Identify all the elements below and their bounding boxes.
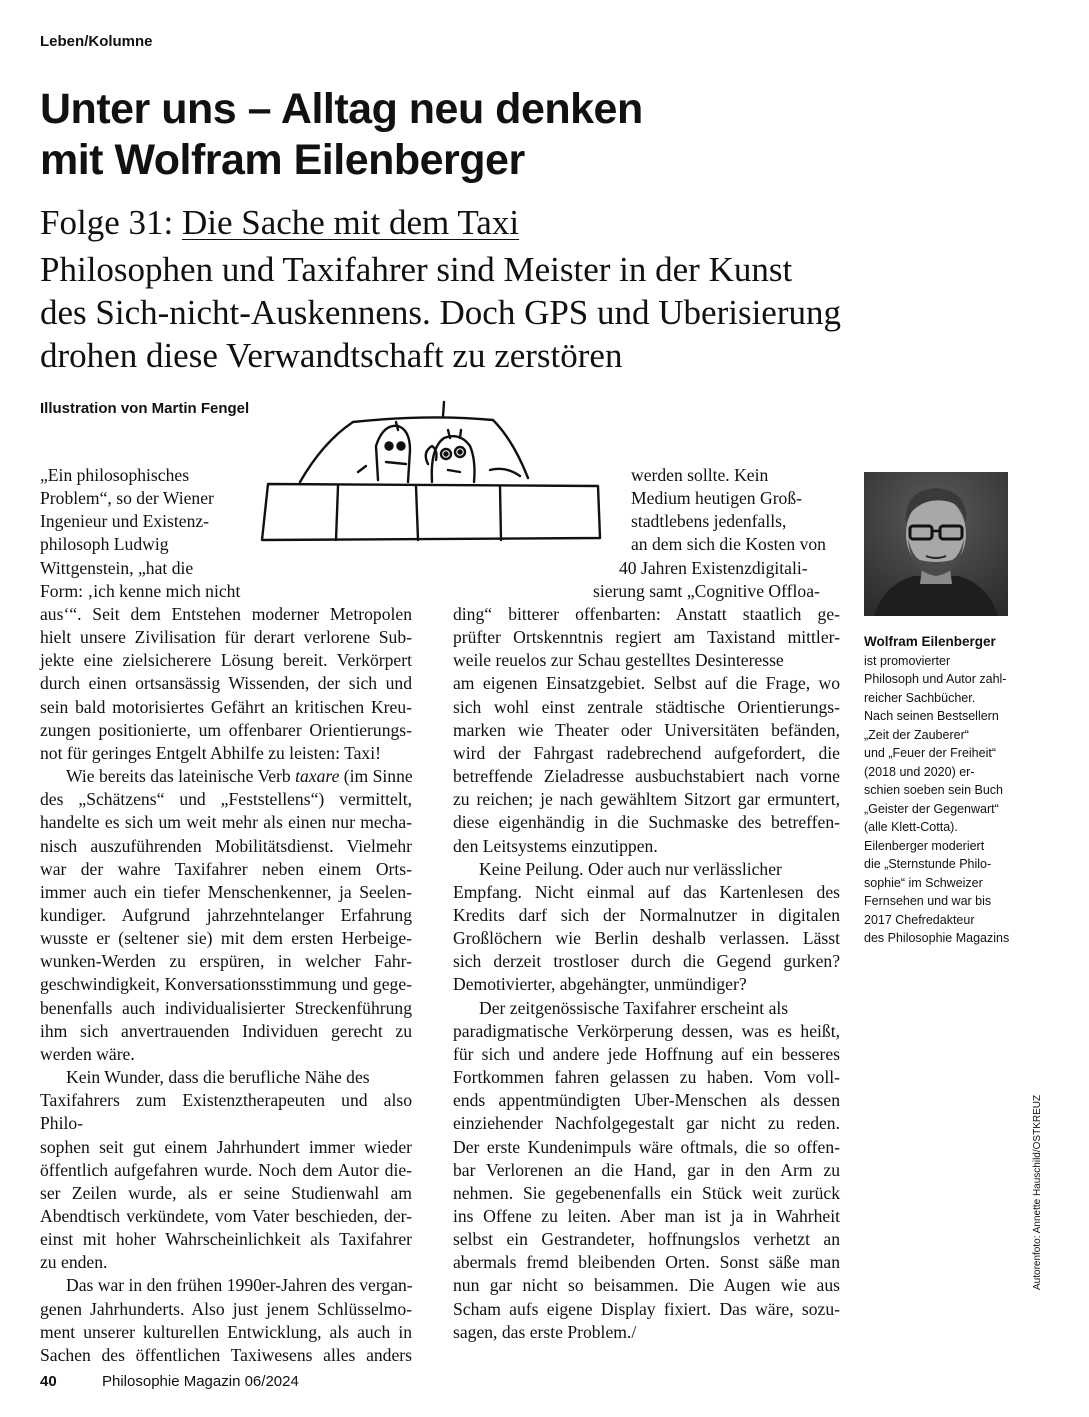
body-line: Ingenieur und Existenz- bbox=[40, 511, 210, 532]
bio-line: Philosoph und Autor zahl- bbox=[864, 672, 1007, 686]
body-line: nehmen. Sie gegebenenfalls ein Stück weit zurück bbox=[453, 1182, 840, 1203]
article-column-1 bbox=[40, 464, 412, 1367]
author-bio bbox=[864, 633, 1024, 948]
body-line: für sich und andere jede Hoffnung auf ein besseres bbox=[453, 1043, 840, 1064]
body-line: zu reichen; je nach gewähltem Sitzort gar ermuntert, bbox=[453, 789, 840, 810]
bio-line: die „Sternstunde Philo- bbox=[864, 857, 992, 871]
body-line: immer auch ein tiefer Menschenkenner, ja Seelen- bbox=[40, 881, 412, 902]
body-line: Scham aufs eigene Display fixiert. Das wäre, sozu- bbox=[453, 1298, 840, 1319]
body-line: genen Jahrhunderts. Also just jenem Schlüsselmo- bbox=[40, 1298, 412, 1319]
bio-line: (2018 und 2020) er- bbox=[864, 764, 975, 779]
body-line: benenfalls auch individualisierter Streckenführung bbox=[40, 997, 412, 1018]
body-line: ser Zeilen wurde, als er seine Studienwahl am bbox=[40, 1182, 412, 1203]
body-line: marken wie Theater oder Universitäten befänden, bbox=[453, 719, 840, 740]
body-line-with-italic bbox=[40, 765, 412, 788]
episode-name: Die Sache mit dem Taxi bbox=[181, 203, 520, 242]
body-line: des „Schätzens“ und „Feststellens“) vermittelt, bbox=[40, 789, 412, 810]
body-line: nisch auszuführenden Mobilitätsdienst. Vielmehr bbox=[40, 835, 412, 856]
body-line: Abendtisch verkündete, vom Vater beschieden, der- bbox=[40, 1206, 412, 1226]
body-line: ihm sich anvertrauenden Individuen gerecht zu bbox=[40, 1020, 412, 1041]
body-line: sich derzeit trostloser durch die Gegend gurken? bbox=[453, 951, 840, 972]
body-text: (im Sinne bbox=[339, 766, 413, 787]
article-title bbox=[40, 84, 860, 186]
body-line: einst mit hoher Wahrscheinlichkeit als Taxifahrer bbox=[40, 1229, 412, 1250]
body-line: diese eigenhändig in die Suchmaske des betreffen- bbox=[453, 812, 840, 833]
author-name: Wolfram Eilenberger bbox=[864, 634, 996, 649]
body-line-final bbox=[453, 1321, 840, 1344]
body-line: Der erste Kundenimpuls wäre oftmals, die so offen- bbox=[453, 1136, 840, 1157]
body-line: ins Offene zu leiten. Aber man ist ja in Wahrheit bbox=[453, 1206, 840, 1226]
body-line: war der wahre Taxifahrer neben einem Orts- bbox=[40, 858, 412, 879]
article-column-2 bbox=[453, 464, 840, 1344]
body-line: Der zeitgenössische Taxifahrer erscheint als bbox=[479, 997, 789, 1018]
body-line: abermals fremd bleibenden Orten. Sonst säße man bbox=[453, 1252, 840, 1273]
body-line: Medium heutigen Groß- bbox=[631, 488, 803, 509]
body-line: aus‘“. Seit dem Entstehen moderner Metropolen bbox=[40, 603, 412, 624]
body-line: handelte es sich um weit mehr als einen nur mecha- bbox=[40, 812, 412, 833]
body-line: ding“ bitterer offenbarten: Anstatt staatlich ge- bbox=[453, 603, 840, 624]
body-line: Großlöchern wie Berlin deshalb verlassen. Lässt bbox=[453, 928, 840, 949]
bio-line: „Zeit der Zauberer“ bbox=[864, 727, 969, 742]
bio-line: (alle Klett-Cotta). bbox=[864, 820, 958, 834]
bio-line: Eilenberger moderiert bbox=[864, 838, 985, 853]
body-line: prüfter Ortskenntnis regiert am Taxistand mittler- bbox=[453, 627, 840, 648]
body-line: zungen positionierte, um offenbarer Orientierungs- bbox=[40, 719, 412, 740]
bio-line: Nach seinen Bestsellern bbox=[864, 709, 999, 723]
body-line: „Ein philosophisches bbox=[40, 465, 190, 485]
dek-line-2: des Sich-nicht-Auskennens. Doch GPS und Uberisierung bbox=[40, 293, 842, 332]
bio-line: des Philosophie Magazins bbox=[864, 931, 1010, 945]
bio-line: Fernsehen und war bis bbox=[864, 894, 992, 908]
body-line: Kein Wunder, dass die berufliche Nähe des bbox=[66, 1067, 370, 1088]
body-text: sagen, das erste Problem. bbox=[453, 1321, 632, 1342]
body-line: öffentlich aufgefahren wurde. Noch dem Autor die- bbox=[40, 1159, 412, 1180]
illustration-credit: Illustration von Martin Fengel bbox=[40, 400, 250, 417]
body-text: Wie bereits das lateinische Verb bbox=[66, 766, 291, 787]
body-line: Taxifahrers zum Existenztherapeuten und also Philo- bbox=[40, 1090, 412, 1134]
body-line: wird der Fahrgast radebrechend aufgefordert, die bbox=[453, 742, 840, 763]
body-line: den Leitsystems einzutippen. bbox=[453, 835, 658, 856]
photo-credit: Autorenfoto: Annette Hauschild/OSTKREUZ bbox=[1032, 1094, 1043, 1290]
body-line: betreffende Zieladresse ausbuchstabiert nach vorne bbox=[453, 766, 840, 787]
body-line: jekte eine zielsicherere Lösung bereit. Verkörpert bbox=[40, 650, 412, 671]
bio-line: 2017 Chefredakteur bbox=[864, 912, 975, 927]
title-line-2: mit Wolfram Eilenberger bbox=[40, 136, 525, 184]
body-line: Wittgenstein, „hat die bbox=[40, 557, 194, 578]
body-line: sein bald motorisiertes Gefährt an kritischen Kreu- bbox=[40, 696, 412, 717]
body-line: wunken-Werden zu erspüren, in welcher Fahr- bbox=[40, 951, 412, 972]
page-number: 40 bbox=[40, 1373, 57, 1390]
body-line: nun gar nicht so beisammen. Die Augen wie aus bbox=[453, 1275, 840, 1296]
bio-line: und „Feuer der Freiheit“ bbox=[864, 746, 997, 760]
section-label: Leben/Kolumne bbox=[40, 33, 153, 50]
author-portrait-image bbox=[864, 472, 1008, 616]
magazine-issue: Philosophie Magazin 06/2024 bbox=[102, 1373, 299, 1390]
body-line: philosoph Ludwig bbox=[40, 534, 169, 555]
latin-term: taxare bbox=[295, 766, 340, 787]
subsection-name: Kolumne bbox=[88, 33, 153, 50]
body-line: an dem sich die Kosten von bbox=[631, 534, 826, 555]
body-line: paradigmatische Verkörperung dessen, was es heißt, bbox=[453, 1020, 840, 1041]
body-line: sierung samt „Cognitive Offloa- bbox=[593, 580, 820, 601]
body-line: hielt unsere Zivilisation für derart verlorene Sub- bbox=[40, 627, 412, 648]
body-line: Empfang. Nicht einmal auf das Kartenlesen des bbox=[453, 881, 840, 902]
body-line: Das war in den frühen 1990er-Jahren des vergan- bbox=[66, 1275, 413, 1296]
body-line: Kredits darf sich der Normalnutzer in digitalen bbox=[453, 904, 840, 925]
body-line: stadtlebens jedenfalls, bbox=[631, 511, 787, 532]
episode-prefix: Folge 31: bbox=[40, 203, 174, 242]
dek-line-3: drohen diese Verwandtschaft zu zerstören bbox=[40, 336, 623, 375]
body-line: werden sollte. Kein bbox=[631, 465, 769, 485]
body-line: Demotivierter, abgehängter, unmündiger? bbox=[453, 974, 747, 995]
body-line: Problem“, so der Wiener bbox=[40, 488, 214, 509]
bio-line: sophie“ im Schweizer bbox=[864, 875, 983, 890]
body-line: ment unserer kulturellen Entwicklung, als auch in bbox=[40, 1321, 412, 1342]
bio-line: schien soeben sein Buch bbox=[864, 783, 1003, 797]
body-line: Form: ‚ich kenne mich nicht bbox=[40, 580, 241, 601]
body-line: kundiger. Aufgrund jahrzehntelanger Erfahrung bbox=[40, 904, 412, 925]
episode-heading bbox=[40, 202, 519, 244]
body-line: selbst ein Gestrandeter, hoffnungslos verhetzt an bbox=[453, 1229, 840, 1250]
bio-line: ist promovierter bbox=[864, 653, 951, 668]
body-line: not für geringes Entgelt Abhilfe zu leisten: Taxi! bbox=[40, 742, 381, 763]
bio-line: reicher Sachbücher. bbox=[864, 690, 976, 705]
body-line: wusste er (seltener sie) mit dem ersten Herbeige- bbox=[40, 928, 412, 949]
bio-line: „Geister der Gegenwart“ bbox=[864, 801, 999, 816]
body-line: bar Verlorenen an die Hand, gar in den Arm zu bbox=[453, 1159, 840, 1180]
body-line: ends appentmündigten Uber-Menschen als dessen bbox=[453, 1090, 840, 1111]
author-photo bbox=[864, 472, 1008, 616]
body-line: geschwindigkeit, Konversationsstimmung und gege- bbox=[40, 974, 412, 995]
body-line: Sachen des öffentlichen Taxiwesens alles anders bbox=[40, 1344, 412, 1365]
article-dek bbox=[40, 248, 1040, 377]
body-line: sich wohl einst zentrale städtische Orientierungs- bbox=[453, 696, 840, 717]
body-line: am eigenen Einsatzgebiet. Selbst auf die Frage, wo bbox=[453, 673, 840, 694]
body-line: durch einen ortsansässig Wissenden, der sich und bbox=[40, 673, 412, 694]
body-line: werden wäre. bbox=[40, 1043, 135, 1064]
body-line: sophen seit gut einem Jahrhundert immer wieder bbox=[40, 1136, 412, 1157]
body-line: weile reuelos zur Schau gestelltes Desinteresse bbox=[453, 650, 784, 671]
dek-line-1: Philosophen und Taxifahrer sind Meister in der Kunst bbox=[40, 250, 793, 289]
body-line: einziehender Nachfolgegestalt gar nicht zu reden. bbox=[453, 1113, 840, 1134]
section-name: Leben bbox=[40, 33, 85, 50]
body-line: 40 Jahren Existenzdigitali- bbox=[619, 557, 808, 578]
body-line: Fortkommen fahren gelassen zu haben. Vom voll- bbox=[453, 1067, 840, 1088]
title-line-1: Unter uns – Alltag neu denken bbox=[40, 85, 643, 133]
body-line: zu enden. bbox=[40, 1252, 108, 1273]
body-line: Keine Peilung. Oder auch nur verlässlicher bbox=[479, 858, 782, 879]
end-mark: / bbox=[631, 1321, 637, 1342]
